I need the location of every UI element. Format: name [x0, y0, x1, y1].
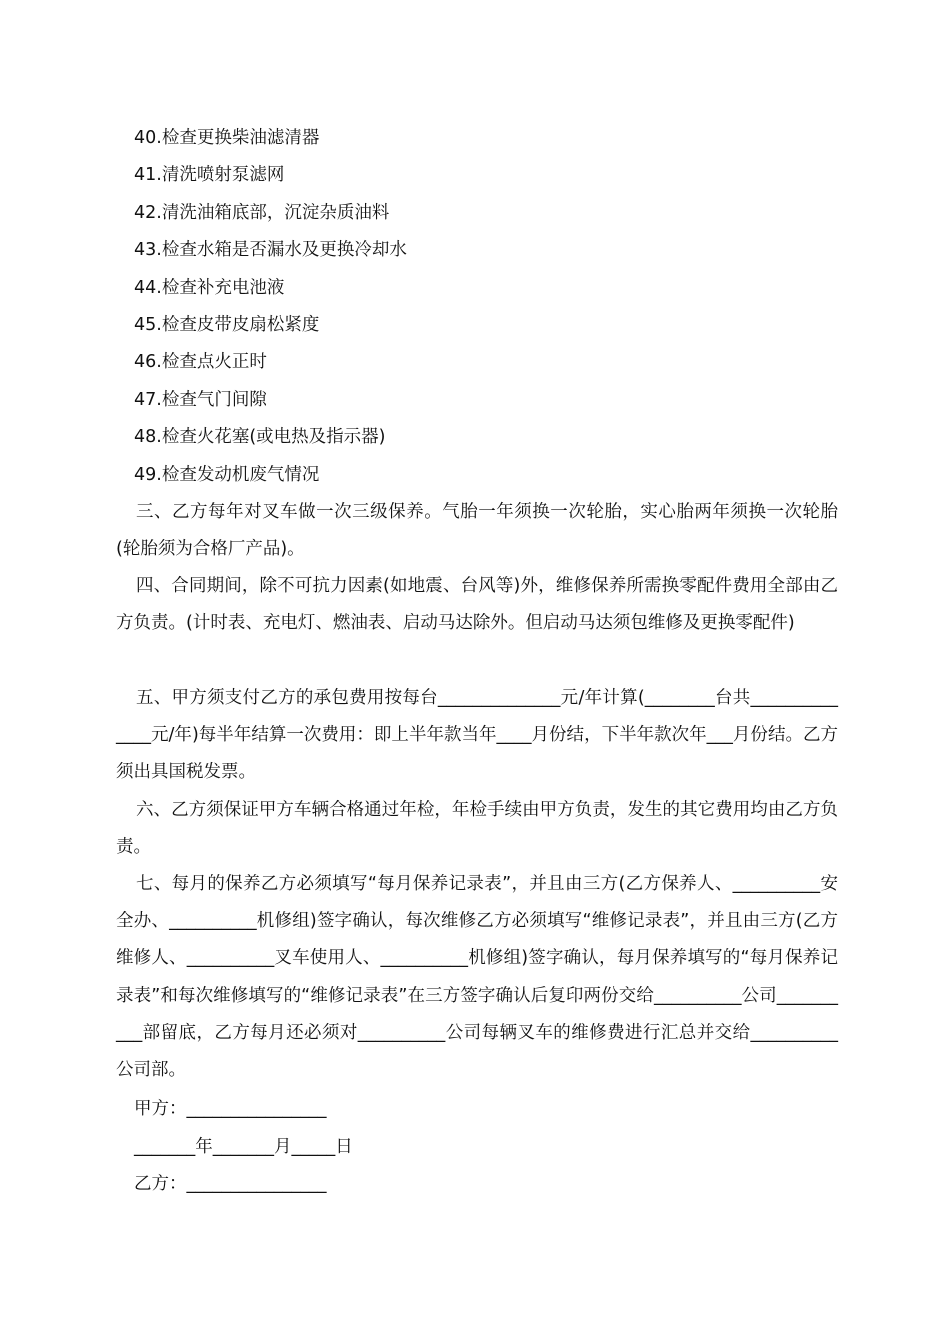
list-item: 44.检查补充电池液	[134, 277, 285, 298]
list-item: 46.检查点火正时	[134, 352, 267, 373]
clause-7-records: 七、每月的保养乙方必须填写“每月保养记录表”，并且由三方(乙方保养人、__________安全办、__________机修组)签字确认，每次维修乙方必须填写“维修记录表”，并且由三方(乙方维修人、__________叉车使用人、__________机修组)签字确认，每月保养填写的“每月保养记录表”和每次维修填写的“维修记录表”在三方签字确认后复印两份交给__________公司__________部留底，乙方每月还必须对__________公司每辆叉车的维修费进行汇总并交给__________公司部。	[116, 874, 838, 1081]
maintenance-item-list	[134, 124, 854, 498]
list-item: 43.检查水箱是否漏水及更换冷却水	[134, 240, 407, 261]
clause-5-payment: 五、甲方须支付乙方的承包费用按每台______________元/年计算(________台共______________元/年)每半年结算一次费用：即上半年款当年____月份结，下半年款次年___月份结。乙方须出具国税发票。	[116, 688, 838, 783]
clause-3-tire-maintenance: 三、乙方每年对叉车做一次三级保养。气胎一年须换一次轮胎，实心胎两年须换一次轮胎(轮胎须为合格厂产品)。	[116, 502, 838, 560]
clause-6-annual-inspection: 六、乙方须保证甲方车辆合格通过年检，年检手续由甲方负责，发生的其它费用均由乙方负责。	[116, 800, 838, 858]
party-b-signature-line: 乙方：________________	[134, 1174, 327, 1194]
list-item: 41.清洗喷射泵滤网	[134, 165, 285, 186]
list-item: 49.检查发动机废气情况	[134, 464, 320, 485]
list-item: 45.检查皮带皮扇松紧度	[134, 314, 320, 335]
signature-date-line: _______年_______月_____日	[134, 1137, 353, 1157]
list-item: 47.检查气门间隙	[134, 389, 267, 410]
clause-4-parts-cost: 四、合同期间，除不可抗力因素(如地震、台风等)外，维修保养所需换零配件费用全部由乙方负责。(计时表、充电灯、燃油表、启动马达除外。但启动马达须包维修及更换零配件)	[116, 576, 838, 634]
list-item: 40.检查更换柴油滤清器	[134, 128, 320, 148]
list-item: 42.清洗油箱底部，沉淀杂质油料	[134, 202, 390, 223]
list-item: 48.检查火花塞(或电热及指示器)	[134, 427, 386, 448]
party-a-signature-line: 甲方：________________	[134, 1099, 327, 1119]
